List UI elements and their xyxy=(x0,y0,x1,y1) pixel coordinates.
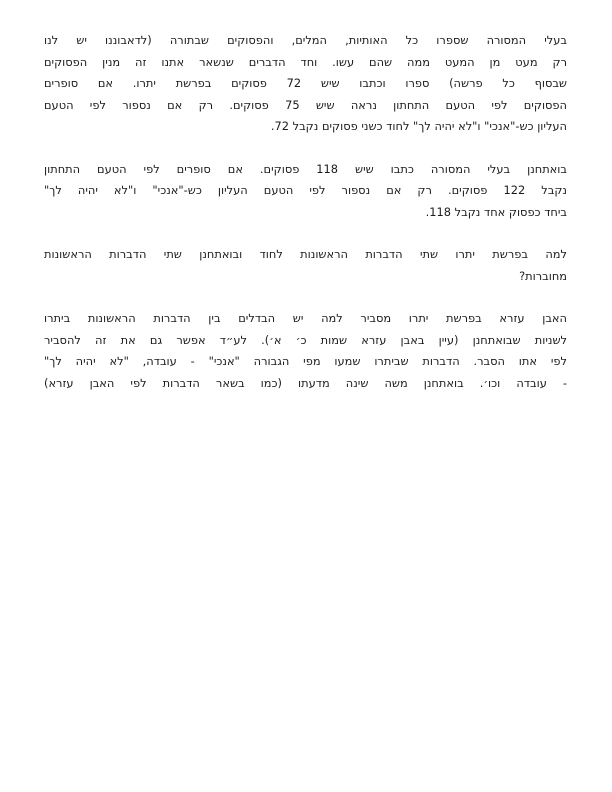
paragraph-question xyxy=(44,244,567,287)
text-line: לשניות שבואתחנן (עיין באבן עזרא שמות כ׳ א׳). לע״ד אפשר גם את זה להסביר xyxy=(44,332,567,347)
text-line: למה בפרשת יתרו שתי הדברות הראשונות לחוד ובואתחנן שתי הדברות הראשונות xyxy=(44,247,567,261)
text-line: שבסוף כל פרשה) ספרו וכתבו שיש 72 פסוקים בפרשת יתרו. אם סופרים xyxy=(44,76,567,90)
text-line: רק מעט מן המעט ממה שהם עשו. וחד הדברים שנשאר אתנו זה מנין הפסוקים xyxy=(44,54,567,69)
text-line: ביחד כפסוק אחד נקבל 118. xyxy=(425,204,567,219)
text-line: - עובדה וכו׳. בואתחנן משה שינה מדעתו (כמו בשאר הדברות לפי האבן עזרא) xyxy=(44,375,567,390)
text-line: הפסוקים לפי הטעם התחתון נראה שיש 75 פסוקים. רק אם נספור לפי הטעם xyxy=(44,97,567,112)
text-line: מחוברות? xyxy=(519,268,567,283)
paragraph-masorah-yitro xyxy=(44,30,567,138)
text-line: האבן עזרא בפרשת יתרו מסביר למה יש הבדלים בין הדברות הראשונות ביתרו xyxy=(44,311,567,325)
text-line: העליון כש-"אנכי" ו"לא יהיה לך" לחוד כשני פסוקים נקבל 72. xyxy=(270,119,567,133)
text-line: לפי אתו הסבר. הדברות שביתרו שמעו מפי הגבורה "אנכי" - עובדה, "לא יהיה לך" xyxy=(44,354,567,368)
document-body xyxy=(44,30,567,415)
paragraph-vaetchanan-count xyxy=(44,159,567,224)
text-line: נקבל 122 פסוקים. רק אם נספור לפי הטעם העליון כש-"אנכי" ו"לא יהיה לך" xyxy=(44,183,567,197)
text-line: בואתחנן בעלי המסורה כתבו שיש 118 פסוקים. אם סופרים לפי הטעם התחתון xyxy=(44,161,567,176)
paragraph-ibn-ezra xyxy=(44,308,567,394)
text-line: בעלי המסורה שספרו כל האותיות, המלים, והפסוקים שבתורה (לדאבוננו יש לנו xyxy=(44,33,567,47)
